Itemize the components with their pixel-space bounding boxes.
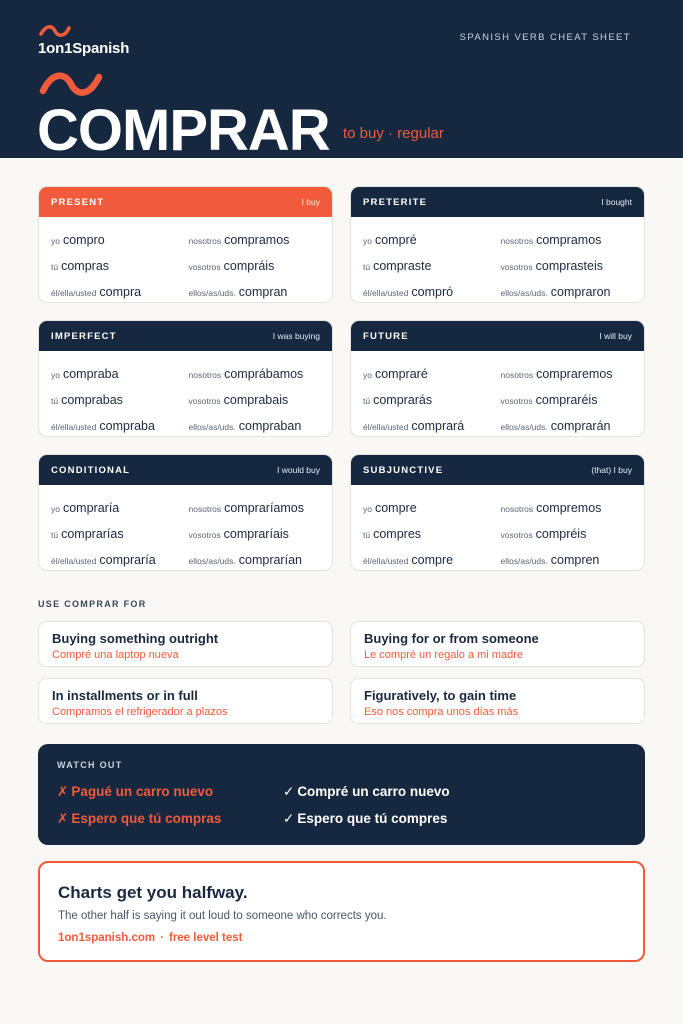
wave-logo-icon	[38, 24, 72, 38]
tense-name: IMPERFECT	[51, 330, 117, 342]
pronoun: ellos/as/uds.	[188, 422, 236, 432]
pronoun: ellos/as/uds.	[500, 288, 548, 298]
check-icon: ✓	[283, 784, 295, 799]
pronoun: vosotros	[188, 396, 221, 406]
conjugation-row	[363, 227, 632, 253]
tense-gloss: I will buy	[599, 331, 632, 341]
verb-form: compró	[411, 285, 454, 299]
verb-form: compren	[550, 553, 600, 567]
verb-form: compre	[411, 553, 454, 567]
verb-form: compre	[374, 501, 417, 515]
cta-body: The other half is saying it out loud to someone who corrects you.	[58, 910, 387, 922]
verb-form: comprábamos	[224, 367, 304, 381]
verb-form: compraron	[550, 285, 611, 299]
pronoun: yo	[363, 370, 372, 380]
verb-form: compraremos	[536, 367, 613, 381]
verb-form: comprasteis	[535, 259, 604, 273]
conjugation-row	[363, 495, 632, 521]
conjugation-row	[51, 521, 320, 547]
tense-card-header	[39, 455, 332, 485]
verb-form: compráis	[223, 259, 275, 273]
conjugation-row	[51, 413, 320, 437]
verb-form: comprarán	[550, 419, 611, 433]
use-example: Compramos el refrigerador a plazos	[52, 706, 228, 718]
use-title: In installments or in full	[52, 688, 198, 703]
conjugation-row	[363, 413, 632, 437]
verb-form: compraba	[62, 367, 119, 381]
verb-form: compro	[62, 233, 105, 247]
verb-title: COMPRAR	[37, 98, 330, 163]
brand-logo[interactable]	[38, 24, 129, 57]
conjugation-row	[51, 495, 320, 521]
tense-card-future	[350, 320, 645, 437]
tense-name: FUTURE	[363, 330, 409, 342]
tense-gloss: I would buy	[277, 465, 320, 475]
use-card	[350, 678, 645, 724]
pronoun: él/ella/usted	[51, 422, 97, 432]
right-text: Espero que tú compres	[297, 811, 448, 826]
tense-card-header	[39, 321, 332, 351]
pronoun: tú	[363, 396, 371, 406]
tense-name: SUBJUNCTIVE	[363, 464, 444, 476]
pronoun: yo	[51, 504, 60, 514]
cross-icon: ✗	[57, 811, 69, 826]
pronoun: nosotros	[500, 236, 534, 246]
verb-form: compraríais	[223, 527, 289, 541]
verb-form: comprabas	[61, 393, 123, 407]
pronoun: vosotros	[500, 396, 533, 406]
verb-form: compré	[374, 233, 417, 247]
verb-form: compra	[99, 285, 142, 299]
pronoun: tú	[363, 262, 371, 272]
pronoun: él/ella/usted	[51, 556, 97, 566]
wrong-text: Espero que tú compras	[71, 811, 222, 826]
level-test-link[interactable]: free level test	[168, 932, 243, 944]
tense-name: CONDITIONAL	[51, 464, 131, 476]
verb-form: comprarían	[238, 553, 302, 567]
tense-card-preterite	[350, 186, 645, 303]
conjugation-row	[51, 227, 320, 253]
use-example: Eso nos compra unos días más	[364, 706, 519, 718]
cross-icon: ✗	[57, 784, 69, 799]
verb-form: compraré	[374, 367, 428, 381]
pronoun: nosotros	[188, 504, 222, 514]
conjugation-row	[51, 253, 320, 279]
conjugation-row	[363, 521, 632, 547]
verb-form: comprará	[411, 419, 465, 433]
tense-name: PRESENT	[51, 196, 105, 208]
pronoun: nosotros	[188, 236, 222, 246]
pronoun: tú	[51, 530, 59, 540]
sheet-label: SPANISH VERB CHEAT SHEET	[459, 32, 631, 43]
cta-panel	[38, 861, 645, 962]
pronoun: vosotros	[188, 530, 221, 540]
verb-form: compramos	[536, 233, 602, 247]
wave-decoration-icon	[38, 70, 104, 98]
wrong-text: Pagué un carro nuevo	[71, 784, 214, 799]
right-example	[283, 811, 447, 827]
check-icon: ✓	[283, 811, 295, 826]
pronoun: él/ella/usted	[363, 288, 409, 298]
verb-form: compraríamos	[224, 501, 304, 515]
wrong-example	[57, 784, 213, 800]
verb-form: compremos	[536, 501, 602, 515]
cta-title: Charts get you halfway.	[58, 883, 248, 902]
verb-form: compréis	[535, 527, 587, 541]
tense-card-present	[38, 186, 333, 303]
verb-form: compran	[238, 285, 288, 299]
use-example: Compré una laptop nueva	[52, 649, 179, 661]
verb-form: compras	[61, 259, 110, 273]
uses-section-label: USE COMPRAR FOR	[38, 599, 147, 609]
use-title: Buying for or from someone	[364, 631, 539, 646]
conjugation-row	[51, 279, 320, 303]
use-card	[38, 678, 333, 724]
tense-gloss: I buy	[301, 197, 320, 207]
tense-gloss: I was buying	[272, 331, 320, 341]
verb-form: comprarías	[61, 527, 124, 541]
right-text: Compré un carro nuevo	[297, 784, 450, 799]
watch-out-panel	[38, 744, 645, 845]
pronoun: vosotros	[500, 262, 533, 272]
verb-subtitle: to buy · regular	[343, 125, 444, 142]
pronoun: vosotros	[500, 530, 533, 540]
wrong-example	[57, 811, 221, 827]
verb-form: comprabais	[223, 393, 289, 407]
verb-form: compraste	[373, 259, 432, 273]
pronoun: nosotros	[500, 504, 534, 514]
pronoun: ellos/as/uds.	[188, 288, 236, 298]
tense-name: PRETERITE	[363, 196, 428, 208]
tense-card-header	[351, 187, 644, 217]
use-title: Figuratively, to gain time	[364, 688, 517, 703]
conjugation-row	[51, 361, 320, 387]
pronoun: tú	[51, 262, 59, 272]
pronoun: él/ella/usted	[51, 288, 97, 298]
pronoun: yo	[51, 370, 60, 380]
verb-form: comprarás	[373, 393, 433, 407]
conjugation-row	[51, 387, 320, 413]
watch-out-label: WATCH OUT	[57, 760, 123, 770]
pronoun: nosotros	[188, 370, 222, 380]
pronoun: vosotros	[188, 262, 221, 272]
verb-form: compraría	[62, 501, 120, 515]
brand-name: 1on1Spanish	[38, 40, 130, 57]
conjugation-row	[51, 547, 320, 571]
tense-card-header	[39, 187, 332, 217]
verb-form: compramos	[224, 233, 290, 247]
tense-card-header	[351, 455, 644, 485]
pronoun: él/ella/usted	[363, 422, 409, 432]
verb-form: compraría	[99, 553, 156, 567]
header-banner	[0, 0, 683, 163]
conjugation-row	[363, 387, 632, 413]
tense-card-conditional	[38, 454, 333, 571]
verb-form: compraban	[238, 419, 302, 433]
pronoun: nosotros	[500, 370, 534, 380]
conjugation-row	[363, 361, 632, 387]
tense-gloss: (that) I buy	[591, 465, 632, 475]
tense-card-subjunctive	[350, 454, 645, 571]
right-example	[283, 784, 450, 800]
use-example: Le compré un regalo a mi madre	[364, 649, 523, 661]
conjugation-row	[363, 253, 632, 279]
pronoun: él/ella/usted	[363, 556, 409, 566]
pronoun: ellos/as/uds.	[500, 422, 548, 432]
pronoun: tú	[51, 396, 59, 406]
pronoun: tú	[363, 530, 371, 540]
pronoun: yo	[363, 236, 372, 246]
pronoun: ellos/as/uds.	[188, 556, 236, 566]
tense-card-imperfect	[38, 320, 333, 437]
tense-gloss: I bought	[601, 197, 632, 207]
site-link[interactable]: 1on1spanish.com	[58, 932, 156, 944]
verb-form: compraba	[99, 419, 155, 433]
conjugation-row	[363, 547, 632, 571]
pronoun: yo	[363, 504, 372, 514]
use-title: Buying something outright	[52, 631, 219, 646]
tense-card-header	[351, 321, 644, 351]
verb-form: compres	[373, 527, 422, 541]
conjugation-row	[363, 279, 632, 303]
verb-form: compraréis	[535, 393, 598, 407]
cta-links	[58, 932, 625, 944]
use-card	[350, 621, 645, 667]
pronoun: ellos/as/uds.	[500, 556, 548, 566]
use-card	[38, 621, 333, 667]
separator: ·	[160, 932, 164, 944]
pronoun: yo	[51, 236, 60, 246]
